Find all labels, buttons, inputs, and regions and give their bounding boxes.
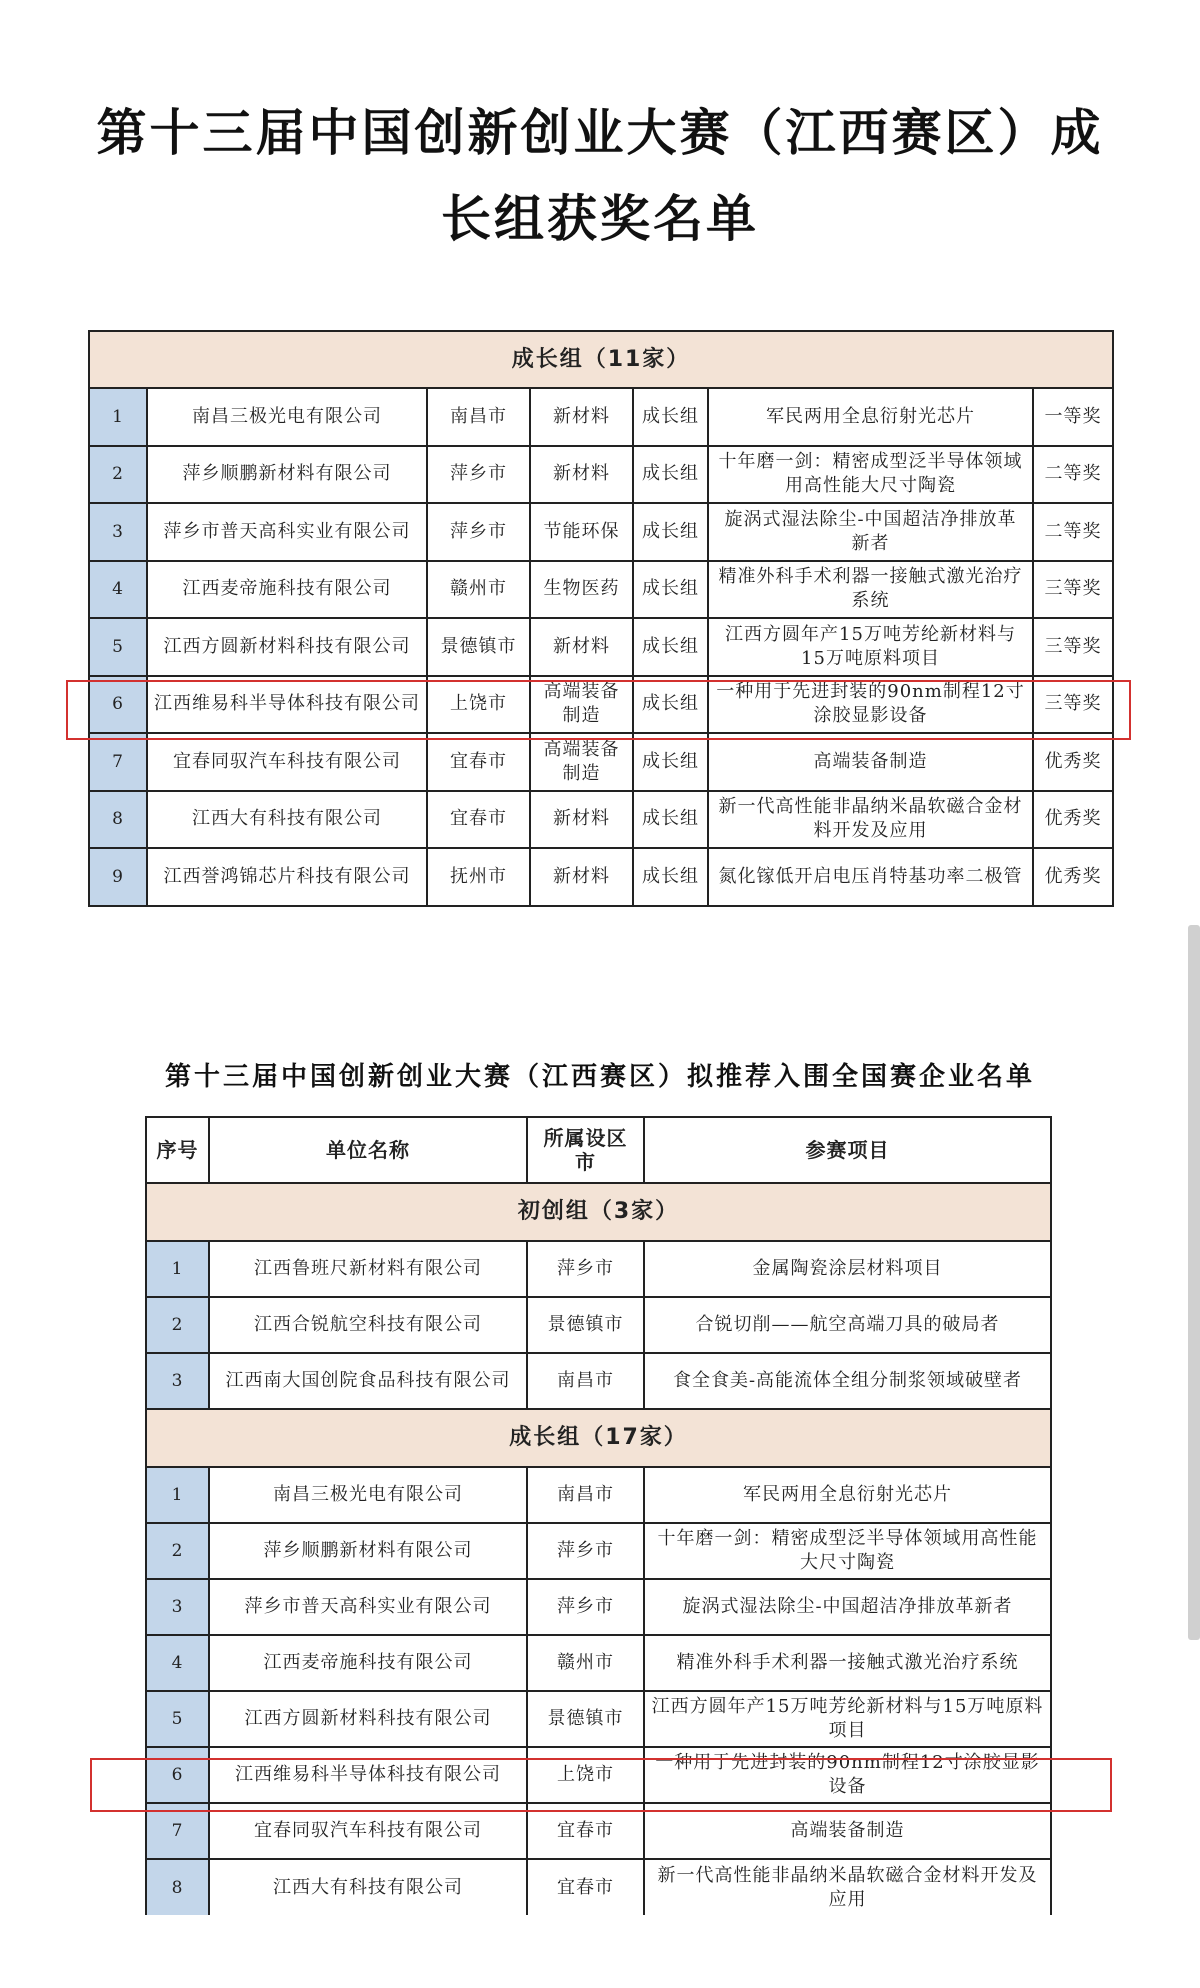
group-label: 成长组（17家） bbox=[146, 1409, 1051, 1467]
company-name: 江西大有科技有限公司 bbox=[147, 791, 427, 849]
table-row bbox=[89, 503, 1113, 561]
table-row bbox=[146, 1579, 1051, 1635]
row-number: 6 bbox=[146, 1747, 209, 1803]
project: 旋涡式湿法除尘-中国超洁净排放革新者 bbox=[644, 1579, 1051, 1635]
row-number: 3 bbox=[89, 503, 147, 561]
award: 二等奖 bbox=[1033, 503, 1113, 561]
table-row bbox=[89, 848, 1113, 906]
project: 食全食美-高能流体全组分制浆领域破壁者 bbox=[644, 1353, 1051, 1409]
city: 萍乡市 bbox=[427, 446, 530, 504]
row-number: 2 bbox=[89, 446, 147, 504]
table-row bbox=[146, 1523, 1051, 1579]
city: 赣州市 bbox=[527, 1635, 644, 1691]
header-project: 参赛项目 bbox=[644, 1117, 1051, 1183]
group-header-row bbox=[146, 1409, 1051, 1467]
table-row bbox=[89, 791, 1113, 849]
page-title-line2: 长组获奖名单 bbox=[441, 190, 759, 248]
table-row bbox=[146, 1241, 1051, 1297]
table-row bbox=[146, 1353, 1051, 1409]
row-number: 7 bbox=[89, 733, 147, 791]
project: 精准外科手术利器一接触式激光治疗系统 bbox=[708, 561, 1033, 619]
project: 江西方圆年产15万吨芳纶新材料与15万吨原料项目 bbox=[708, 618, 1033, 676]
award: 一等奖 bbox=[1033, 388, 1113, 446]
company-name: 江西维易科半导体科技有限公司 bbox=[209, 1747, 527, 1803]
project: 十年磨一剑：精密成型泛半导体领域用高性能大尺寸陶瓷 bbox=[708, 446, 1033, 504]
group: 成长组 bbox=[633, 791, 708, 849]
header-company: 单位名称 bbox=[209, 1117, 527, 1183]
city: 萍乡市 bbox=[527, 1241, 644, 1297]
group: 成长组 bbox=[633, 446, 708, 504]
award: 优秀奖 bbox=[1033, 791, 1113, 849]
group: 成长组 bbox=[633, 618, 708, 676]
highlight-box-table1 bbox=[66, 680, 1131, 740]
header-no: 序号 bbox=[146, 1117, 209, 1183]
city: 宜春市 bbox=[427, 733, 530, 791]
page-title bbox=[40, 90, 1160, 262]
group-label: 成长组（11家） bbox=[89, 331, 1113, 388]
row-number: 1 bbox=[146, 1241, 209, 1297]
project: 氮化镓低开启电压肖特基功率二极管 bbox=[708, 848, 1033, 906]
company-name: 江西维易科半导体科技有限公司 bbox=[147, 676, 427, 734]
table-row bbox=[89, 388, 1113, 446]
page-title-line1: 第十三届中国创新创业大赛（江西赛区）成 bbox=[96, 104, 1104, 162]
city: 抚州市 bbox=[427, 848, 530, 906]
project: 合锐切削——航空高端刀具的破局者 bbox=[644, 1297, 1051, 1353]
table-row bbox=[146, 1859, 1051, 1915]
company-name: 宜春同驭汽车科技有限公司 bbox=[209, 1803, 527, 1859]
table-row bbox=[89, 618, 1113, 676]
group-header-row bbox=[89, 331, 1113, 388]
industry: 高端装备制造 bbox=[530, 733, 633, 791]
group: 成长组 bbox=[633, 676, 708, 734]
company-name: 江西方圆新材料科技有限公司 bbox=[147, 618, 427, 676]
award: 优秀奖 bbox=[1033, 733, 1113, 791]
city: 南昌市 bbox=[427, 388, 530, 446]
table-row bbox=[146, 1467, 1051, 1523]
company-name: 江西方圆新材料科技有限公司 bbox=[209, 1691, 527, 1747]
award: 二等奖 bbox=[1033, 446, 1113, 504]
award: 三等奖 bbox=[1033, 618, 1113, 676]
group: 成长组 bbox=[633, 388, 708, 446]
city: 宜春市 bbox=[527, 1803, 644, 1859]
industry: 新材料 bbox=[530, 791, 633, 849]
city: 上饶市 bbox=[427, 676, 530, 734]
table-row bbox=[89, 561, 1113, 619]
scrollbar[interactable] bbox=[1188, 925, 1200, 1640]
awards-table bbox=[88, 330, 1114, 907]
award: 优秀奖 bbox=[1033, 848, 1113, 906]
company-name: 南昌三极光电有限公司 bbox=[147, 388, 427, 446]
project: 一种用于先进封装的90nm制程12寸涂胶显影设备 bbox=[644, 1747, 1051, 1803]
row-number: 1 bbox=[146, 1467, 209, 1523]
row-number: 2 bbox=[146, 1297, 209, 1353]
row-number: 8 bbox=[89, 791, 147, 849]
table-row bbox=[89, 446, 1113, 504]
project: 高端装备制造 bbox=[708, 733, 1033, 791]
project: 一种用于先进封装的90nm制程12寸涂胶显影设备 bbox=[708, 676, 1033, 734]
company-name: 江西鲁班尺新材料有限公司 bbox=[209, 1241, 527, 1297]
table-row bbox=[146, 1635, 1051, 1691]
project: 江西方圆年产15万吨芳纶新材料与15万吨原料项目 bbox=[644, 1691, 1051, 1747]
project: 军民两用全息衍射光芯片 bbox=[708, 388, 1033, 446]
industry: 生物医药 bbox=[530, 561, 633, 619]
project: 十年磨一剑：精密成型泛半导体领域用高性能大尺寸陶瓷 bbox=[644, 1523, 1051, 1579]
city: 景德镇市 bbox=[427, 618, 530, 676]
company-name: 萍乡顺鹏新材料有限公司 bbox=[147, 446, 427, 504]
table-row bbox=[146, 1297, 1051, 1353]
row-number: 6 bbox=[89, 676, 147, 734]
table-header-row bbox=[146, 1117, 1051, 1183]
company-name: 江西誉鸿锦芯片科技有限公司 bbox=[147, 848, 427, 906]
city: 宜春市 bbox=[527, 1859, 644, 1915]
company-name: 南昌三极光电有限公司 bbox=[209, 1467, 527, 1523]
row-number: 4 bbox=[89, 561, 147, 619]
group-header-row bbox=[146, 1183, 1051, 1241]
industry: 新材料 bbox=[530, 388, 633, 446]
highlight-box-table2 bbox=[90, 1758, 1112, 1812]
city: 赣州市 bbox=[427, 561, 530, 619]
industry: 高端装备制造 bbox=[530, 676, 633, 734]
row-number: 7 bbox=[146, 1803, 209, 1859]
group: 成长组 bbox=[633, 848, 708, 906]
project: 金属陶瓷涂层材料项目 bbox=[644, 1241, 1051, 1297]
company-name: 江西合锐航空科技有限公司 bbox=[209, 1297, 527, 1353]
row-number: 9 bbox=[89, 848, 147, 906]
company-name: 宜春同驭汽车科技有限公司 bbox=[147, 733, 427, 791]
group: 成长组 bbox=[633, 561, 708, 619]
city: 萍乡市 bbox=[527, 1579, 644, 1635]
project: 军民两用全息衍射光芯片 bbox=[644, 1467, 1051, 1523]
project: 高端装备制造 bbox=[644, 1803, 1051, 1859]
city: 南昌市 bbox=[527, 1353, 644, 1409]
project: 新一代高性能非晶纳米晶软磁合金材料开发及应用 bbox=[644, 1859, 1051, 1915]
project: 精准外科手术利器一接触式激光治疗系统 bbox=[644, 1635, 1051, 1691]
row-number: 5 bbox=[89, 618, 147, 676]
industry: 节能环保 bbox=[530, 503, 633, 561]
city: 萍乡市 bbox=[527, 1523, 644, 1579]
table-row bbox=[89, 733, 1113, 791]
row-number: 2 bbox=[146, 1523, 209, 1579]
city: 上饶市 bbox=[527, 1747, 644, 1803]
row-number: 3 bbox=[146, 1353, 209, 1409]
industry: 新材料 bbox=[530, 618, 633, 676]
header-city: 所属设区市 bbox=[527, 1117, 644, 1183]
city: 景德镇市 bbox=[527, 1297, 644, 1353]
city: 景德镇市 bbox=[527, 1691, 644, 1747]
city: 宜春市 bbox=[427, 791, 530, 849]
city: 南昌市 bbox=[527, 1467, 644, 1523]
company-name: 江西南大国创院食品科技有限公司 bbox=[209, 1353, 527, 1409]
company-name: 萍乡市普天高科实业有限公司 bbox=[147, 503, 427, 561]
company-name: 江西麦帝施科技有限公司 bbox=[209, 1635, 527, 1691]
company-name: 江西大有科技有限公司 bbox=[209, 1859, 527, 1915]
industry: 新材料 bbox=[530, 446, 633, 504]
company-name: 萍乡顺鹏新材料有限公司 bbox=[209, 1523, 527, 1579]
group: 成长组 bbox=[633, 503, 708, 561]
row-number: 4 bbox=[146, 1635, 209, 1691]
table2-title: 第十三届中国创新创业大赛（江西赛区）拟推荐入围全国赛企业名单 bbox=[164, 1062, 1035, 1092]
company-name: 萍乡市普天高科实业有限公司 bbox=[209, 1579, 527, 1635]
city: 萍乡市 bbox=[427, 503, 530, 561]
table-row bbox=[146, 1691, 1051, 1747]
award: 三等奖 bbox=[1033, 676, 1113, 734]
project: 新一代高性能非晶纳米晶软磁合金材料开发及应用 bbox=[708, 791, 1033, 849]
group-label: 初创组（3家） bbox=[146, 1183, 1051, 1241]
industry: 新材料 bbox=[530, 848, 633, 906]
row-number: 5 bbox=[146, 1691, 209, 1747]
row-number: 3 bbox=[146, 1579, 209, 1635]
group: 成长组 bbox=[633, 733, 708, 791]
row-number: 1 bbox=[89, 388, 147, 446]
company-name: 江西麦帝施科技有限公司 bbox=[147, 561, 427, 619]
award: 三等奖 bbox=[1033, 561, 1113, 619]
project: 旋涡式湿法除尘-中国超洁净排放革新者 bbox=[708, 503, 1033, 561]
row-number: 8 bbox=[146, 1859, 209, 1915]
